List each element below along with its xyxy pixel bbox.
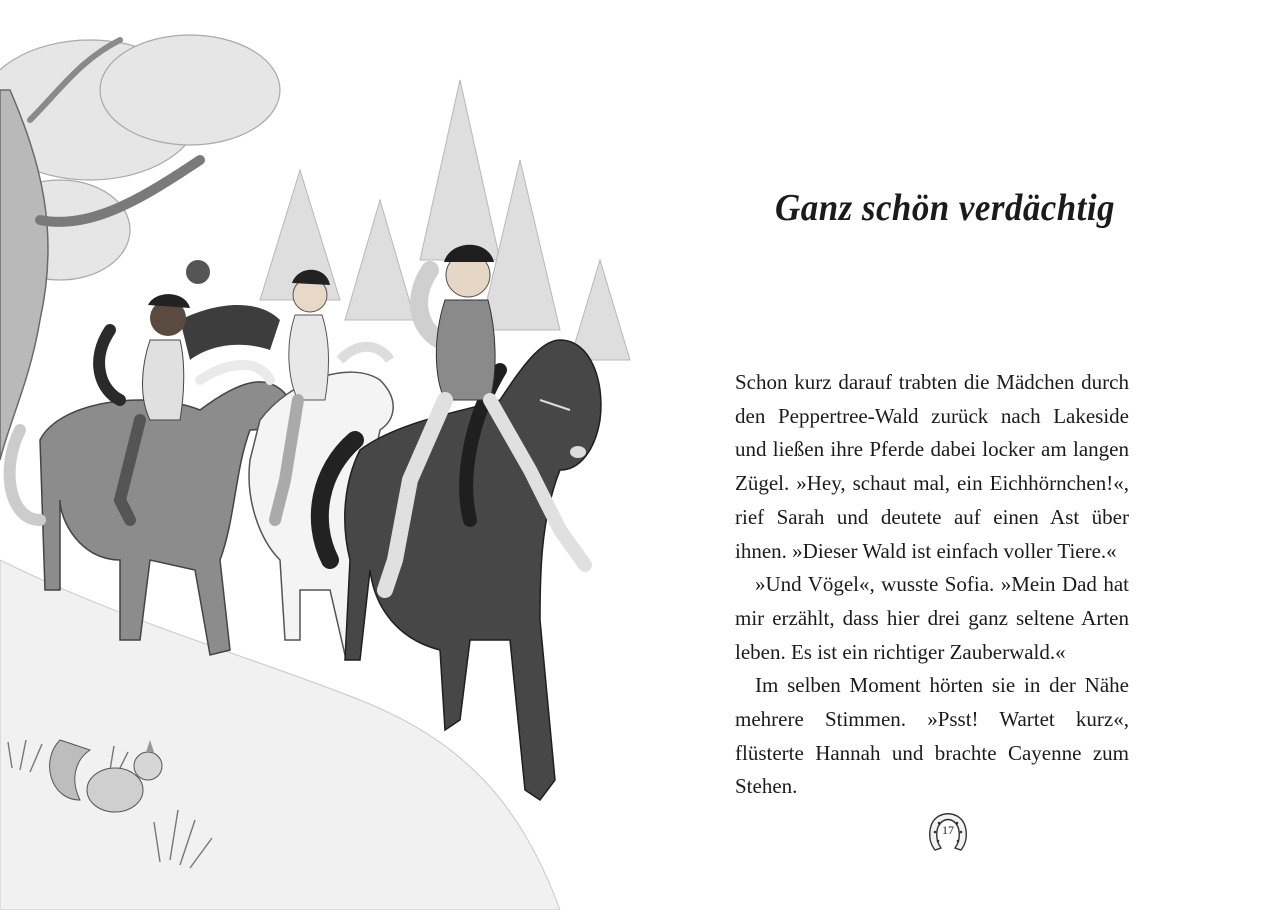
page-number: 17 [942,823,954,837]
chapter-body [735,366,1129,804]
paragraph: »Und Vögel«, wusste Sofia. »Mein Dad hat mir erzählt, dass hier drei ganz seltene Arten leben. Es ist ein richtiger Zauberwald.« [735,572,1129,664]
text-page [700,0,1273,910]
paragraph: Im selben Moment hörten sie in der Nähe mehrere Stimmen. »Psst! Wartet kurz«, flüsterte Hannah und brachte Cayenne zum Stehen. [735,673,1129,799]
page-number-badge [925,810,971,856]
chapter-title: Ganz schön verdächtig [775,187,1115,229]
paragraph: Schon kurz darauf trabten die Mädchen durch den Peppertree-Wald zurück nach Lakeside und ließen ihre Pferde dabei locker am langen Zügel. »Hey, schaut mal, ein Eichhörnchen!«, rief Sarah und deutete auf einen Ast über ihnen. »Dieser Wald ist einfach voller Tiere.« [735,370,1129,563]
